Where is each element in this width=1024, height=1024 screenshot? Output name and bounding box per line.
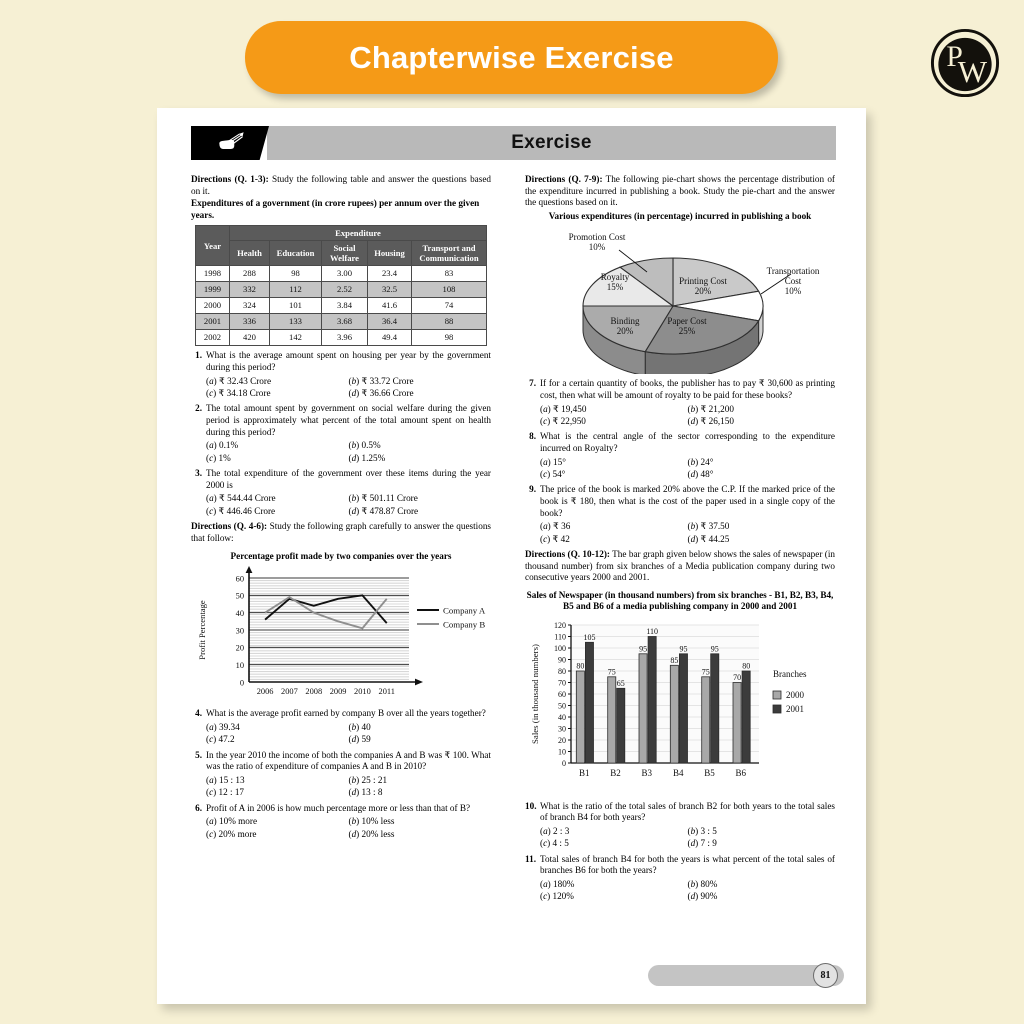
svg-text:Profit Percentage: Profit Percentage xyxy=(197,600,207,660)
question-number: 3. xyxy=(195,467,202,478)
table-row xyxy=(196,266,487,282)
banner-title: Chapterwise Exercise xyxy=(349,39,674,75)
question-option[interactable]: (d) ₹ 44.25 xyxy=(687,533,730,544)
svg-text:95: 95 xyxy=(710,643,719,653)
question-option[interactable]: (d) 13 : 8 xyxy=(348,787,383,798)
svg-text:2010: 2010 xyxy=(354,687,371,697)
table-caption: Expenditures of a government (in crore rupees) per annum over the given years. xyxy=(191,198,480,220)
svg-text:2009: 2009 xyxy=(329,687,347,697)
svg-text:20%: 20% xyxy=(616,326,634,337)
left-column xyxy=(191,174,505,966)
table-header-expenditure: Expenditure xyxy=(230,226,487,241)
table-header-education: Education xyxy=(270,241,322,266)
svg-text:75: 75 xyxy=(701,666,710,676)
directions-7-9-label: Directions (Q. 7-9): xyxy=(525,174,603,184)
svg-text:Royalty: Royalty xyxy=(600,272,630,283)
svg-text:30: 30 xyxy=(235,626,244,636)
question-option[interactable]: (a) 39.34 xyxy=(206,721,240,732)
question-body xyxy=(540,854,835,903)
svg-text:0: 0 xyxy=(239,678,244,688)
svg-text:2000: 2000 xyxy=(786,689,804,700)
table-cell: 101 xyxy=(270,298,322,314)
bar-chart xyxy=(525,615,835,797)
table-cell-year: 2001 xyxy=(196,314,230,330)
question-number: 8. xyxy=(529,431,536,442)
exercise-title-bar xyxy=(267,126,836,160)
question-stem: The total expenditure of the government over these items during the year 2000 is xyxy=(206,467,491,490)
question-option[interactable]: (b) 40 xyxy=(348,721,371,732)
svg-text:50: 50 xyxy=(235,591,244,601)
svg-text:Transportation: Transportation xyxy=(766,266,820,277)
table-cell: 2.52 xyxy=(322,282,368,298)
table-body xyxy=(196,266,487,346)
svg-text:70: 70 xyxy=(733,672,742,682)
svg-text:95: 95 xyxy=(639,643,648,653)
table-cell: 23.4 xyxy=(368,266,412,282)
exercise-page-sheet xyxy=(157,108,866,1004)
svg-text:30: 30 xyxy=(558,724,566,734)
expenditure-table xyxy=(195,225,487,346)
svg-text:65: 65 xyxy=(616,678,625,688)
chapterwise-exercise-banner xyxy=(245,21,778,94)
questions-1-3 xyxy=(191,350,491,517)
table-cell: 324 xyxy=(230,298,270,314)
question-option[interactable]: (d) 1.25% xyxy=(348,452,386,463)
question-option[interactable]: (b) 3 : 5 xyxy=(687,825,717,836)
question-option[interactable]: (c) 120% xyxy=(540,891,574,902)
svg-text:20: 20 xyxy=(235,643,244,653)
question-stem: The total amount spent by government on social welfare during the given period is approximately what percent of the total amount spent on health during this period? xyxy=(206,403,491,437)
question-options xyxy=(206,439,491,464)
svg-text:10: 10 xyxy=(558,747,566,757)
svg-text:25%: 25% xyxy=(678,326,696,337)
svg-text:B1: B1 xyxy=(578,767,590,778)
question-stem: What is the ratio of the total sales of branch B2 for both years to the total sales of branch B4 for both years? xyxy=(540,800,835,823)
question-body xyxy=(540,378,835,427)
svg-text:Paper Cost: Paper Cost xyxy=(667,316,707,327)
directions-1-3 xyxy=(191,174,491,197)
question-option[interactable]: (b) ₹ 21,200 xyxy=(687,403,734,414)
table-cell: 3.96 xyxy=(322,330,368,346)
question-options xyxy=(540,456,835,481)
table-header-year: Year xyxy=(196,226,230,266)
questions-4-6 xyxy=(191,708,491,840)
svg-text:Sales (in thousand numbers): Sales (in thousand numbers) xyxy=(530,643,540,744)
question-number: 11. xyxy=(525,853,536,864)
page-number: 81 xyxy=(813,963,838,988)
question-option[interactable]: (d) ₹ 26,150 xyxy=(687,415,734,426)
svg-text:120: 120 xyxy=(554,620,566,630)
question-option[interactable]: (a) 15° xyxy=(540,456,566,467)
question-options xyxy=(206,492,491,517)
svg-text:105: 105 xyxy=(583,632,596,642)
question-item xyxy=(191,403,491,464)
table-cell-year: 1998 xyxy=(196,266,230,282)
table-cell: 288 xyxy=(230,266,270,282)
question-number: 5. xyxy=(195,749,202,760)
question-options xyxy=(206,774,491,799)
svg-text:Binding: Binding xyxy=(610,316,640,327)
writing-hand-icon xyxy=(191,126,269,160)
question-body xyxy=(206,750,491,799)
question-option[interactable]: (a) ₹ 32.43 Crore xyxy=(206,375,272,386)
question-stem: The price of the book is marked 20% above the C.P. If the marked price of the book is ₹ 180, then what is the cost of the paper used in a single copy of the book? xyxy=(540,484,835,518)
directions-4-6-text: Study the following graph carefully to answer the questions that follow: xyxy=(191,520,491,543)
table-cell: 112 xyxy=(270,282,322,298)
question-option[interactable]: (d) 59 xyxy=(348,734,371,745)
svg-text:40: 40 xyxy=(558,712,566,722)
svg-text:P: P xyxy=(946,40,963,73)
svg-text:40: 40 xyxy=(235,609,244,619)
directions-4-6-label: Directions (Q. 4-6): xyxy=(191,520,268,531)
table-cell: 332 xyxy=(230,282,270,298)
question-option[interactable]: (a) 2 : 3 xyxy=(540,825,570,836)
question-option[interactable]: (d) 20% less xyxy=(348,828,395,839)
svg-text:B2: B2 xyxy=(610,767,621,778)
directions-4-6 xyxy=(191,521,491,544)
table-cell: 32.5 xyxy=(368,282,412,298)
question-option[interactable]: (b) ₹ 33.72 Crore xyxy=(348,375,414,386)
question-body xyxy=(206,403,491,464)
svg-text:90: 90 xyxy=(558,655,566,665)
table-cell: 3.00 xyxy=(322,266,368,282)
question-option[interactable]: (b) 0.5% xyxy=(348,440,381,451)
svg-text:Promotion Cost: Promotion Cost xyxy=(568,232,626,243)
question-option[interactable]: (a) 180% xyxy=(540,878,575,889)
question-option[interactable]: (c) 1% xyxy=(206,452,231,463)
svg-text:B5: B5 xyxy=(704,767,715,778)
question-options xyxy=(540,878,835,903)
question-option[interactable]: (c) ₹ 42 xyxy=(540,533,570,544)
question-body xyxy=(540,801,835,850)
svg-text:Company A: Company A xyxy=(443,605,486,616)
question-option[interactable]: (c) ₹ 34.18 Crore xyxy=(206,387,271,398)
directions-10-12-label: Directions (Q. 10-12): xyxy=(525,548,610,559)
table-cell: 98 xyxy=(412,330,487,346)
svg-text:15%: 15% xyxy=(606,282,624,293)
question-option[interactable]: (b) 24° xyxy=(687,456,714,467)
question-stem: Total sales of branch B4 for both the years is what percent of the total sales of branches B6 for both the years? xyxy=(540,853,835,876)
svg-text:0: 0 xyxy=(562,758,566,768)
svg-text:80: 80 xyxy=(558,666,566,676)
table-cell-year: 2000 xyxy=(196,298,230,314)
table-cell: 49.4 xyxy=(368,330,412,346)
question-number: 4. xyxy=(195,708,202,719)
question-item xyxy=(525,431,835,480)
question-stem: What is the average amount spent on housing per year by the government during this period? xyxy=(206,350,491,372)
directions-7-9 xyxy=(525,174,835,209)
table-cell: 142 xyxy=(270,330,322,346)
svg-text:95: 95 xyxy=(679,643,688,653)
table-group-header-row xyxy=(196,226,487,241)
exercise-header xyxy=(191,126,836,160)
svg-text:80: 80 xyxy=(742,661,751,671)
svg-text:110: 110 xyxy=(554,632,566,642)
question-option[interactable]: (c) 47.2 xyxy=(206,734,235,745)
svg-text:Cost: Cost xyxy=(784,276,802,287)
question-option[interactable]: (a) ₹ 19,450 xyxy=(540,403,587,414)
question-options xyxy=(206,721,491,746)
question-item xyxy=(525,484,835,545)
table-cell: 83 xyxy=(412,266,487,282)
question-option[interactable]: (a) 0.1% xyxy=(206,440,239,451)
table-cell: 88 xyxy=(412,314,487,330)
pie-chart-title: Various expenditures (in percentage) incurred in publishing a book xyxy=(548,210,812,221)
table-cell-year: 1999 xyxy=(196,282,230,298)
question-number: 10. xyxy=(525,800,537,811)
table-row xyxy=(196,314,487,330)
question-body xyxy=(540,484,835,545)
question-body xyxy=(206,350,491,399)
table-cell: 74 xyxy=(412,298,487,314)
pw-logo xyxy=(928,25,1002,101)
table-cell: 420 xyxy=(230,330,270,346)
question-body xyxy=(540,431,835,480)
table-header-housing: Housing xyxy=(368,241,412,266)
svg-text:2008: 2008 xyxy=(305,687,323,697)
table-cell: 3.68 xyxy=(322,314,368,330)
question-options xyxy=(540,825,835,850)
question-stem: In the year 2010 the income of both the companies A and B was ₹ 100. What was the ratio of expenditure of companies A and B in 2010? xyxy=(206,749,491,772)
table-cell: 3.84 xyxy=(322,298,368,314)
question-option[interactable]: (b) 25 : 21 xyxy=(348,774,388,785)
question-option[interactable]: (a) 15 : 13 xyxy=(206,774,245,785)
svg-text:60: 60 xyxy=(558,689,566,699)
table-row xyxy=(196,330,487,346)
question-body xyxy=(206,708,491,745)
question-options xyxy=(540,403,835,428)
questions-7-9 xyxy=(525,378,835,545)
table-header-row xyxy=(196,241,487,266)
question-body xyxy=(206,803,491,840)
question-item xyxy=(525,854,835,903)
question-item xyxy=(191,350,491,399)
question-stem: Profit of A in 2006 is how much percentage more or less than that of B? xyxy=(206,802,471,813)
question-number: 7. xyxy=(529,378,536,389)
line-chart-title: Percentage profit made by two companies over the years xyxy=(230,551,452,562)
question-option[interactable]: (d) ₹ 478.87 Crore xyxy=(348,505,419,516)
svg-text:Branches: Branches xyxy=(773,668,807,679)
question-option[interactable]: (c) 20% more xyxy=(206,828,257,839)
directions-1-3-text: Study the following table and answer the questions based on it. xyxy=(191,174,491,196)
question-options xyxy=(206,375,491,400)
table-cell: 336 xyxy=(230,314,270,330)
table-cell: 98 xyxy=(270,266,322,282)
table-cell: 36.4 xyxy=(368,314,412,330)
svg-text:Company B: Company B xyxy=(443,619,486,630)
svg-text:20%: 20% xyxy=(694,286,712,297)
question-number: 1. xyxy=(195,350,202,361)
question-stem: What is the average profit earned by company B over all the years together? xyxy=(206,708,486,719)
table-cell-year: 2002 xyxy=(196,330,230,346)
question-options xyxy=(540,520,835,545)
svg-text:110: 110 xyxy=(646,626,659,636)
svg-text:2001: 2001 xyxy=(786,703,804,714)
question-option[interactable]: (b) ₹ 501.11 Crore xyxy=(348,493,418,504)
svg-text:2007: 2007 xyxy=(281,687,298,697)
question-item xyxy=(525,378,835,427)
table-cell: 133 xyxy=(270,314,322,330)
question-option[interactable]: (d) 7 : 9 xyxy=(687,838,717,849)
svg-text:80: 80 xyxy=(576,661,585,671)
table-cell: 41.6 xyxy=(368,298,412,314)
directions-1-3-label: Directions (Q. 1-3): xyxy=(191,174,269,184)
question-number: 9. xyxy=(529,484,536,495)
question-body xyxy=(206,468,491,517)
question-item xyxy=(525,801,835,850)
question-option[interactable]: (d) 90% xyxy=(687,891,718,902)
svg-text:B6: B6 xyxy=(735,767,747,778)
question-option[interactable]: (a) ₹ 36 xyxy=(540,521,571,532)
question-option[interactable]: (b) 80% xyxy=(687,878,718,889)
table-cell: 108 xyxy=(412,282,487,298)
question-number: 6. xyxy=(195,802,202,813)
directions-10-12 xyxy=(525,549,835,584)
question-option[interactable]: (d) 48° xyxy=(687,468,714,479)
exercise-title: Exercise xyxy=(511,132,592,153)
question-stem: If for a certain quantity of books, the publisher has to pay ₹ 30,600 as printing cost, then what will be amount of royalty to be paid for these books? xyxy=(540,378,835,400)
table-header-health: Health xyxy=(230,241,270,266)
svg-text:2006: 2006 xyxy=(256,687,274,697)
svg-text:100: 100 xyxy=(554,643,566,653)
svg-text:75: 75 xyxy=(607,666,616,676)
question-stem: What is the central angle of the sector corresponding to the expenditure incurred on Royalty? xyxy=(540,431,835,453)
svg-text:85: 85 xyxy=(670,655,679,665)
question-option[interactable]: (a) 10% more xyxy=(206,816,258,827)
question-option[interactable]: (b) ₹ 37.50 xyxy=(687,521,730,532)
page-footer xyxy=(157,962,866,988)
table-header-transport-communication: Transport and Communication xyxy=(412,241,487,266)
svg-text:20: 20 xyxy=(558,735,566,745)
question-item xyxy=(191,803,491,840)
question-option[interactable]: (c) 4 : 5 xyxy=(540,838,569,849)
question-item xyxy=(191,708,491,745)
svg-text:10: 10 xyxy=(235,661,244,671)
table-row xyxy=(196,282,487,298)
questions-10-12 xyxy=(525,801,835,903)
directions-7-9-text: The following pie-chart shows the percentage distribution of the expenditure incurred in publishing a book. Study the pie-chart and the answer the questions based on it. xyxy=(525,174,835,208)
svg-text:60: 60 xyxy=(235,574,244,584)
svg-text:Printing Cost: Printing Cost xyxy=(679,276,727,287)
question-option[interactable]: (c) 12 : 17 xyxy=(206,787,245,798)
svg-text:70: 70 xyxy=(558,678,566,688)
svg-text:10%: 10% xyxy=(784,286,802,297)
table-row xyxy=(196,298,487,314)
line-chart xyxy=(191,564,491,704)
question-option[interactable]: (d) ₹ 36.66 Crore xyxy=(348,387,414,398)
right-column xyxy=(519,174,835,966)
svg-text:B4: B4 xyxy=(672,767,684,778)
svg-text:2011: 2011 xyxy=(378,687,395,697)
question-item xyxy=(191,750,491,799)
pie-chart xyxy=(525,224,835,374)
question-options xyxy=(206,815,491,840)
question-option[interactable]: (c) ₹ 22,950 xyxy=(540,415,586,426)
table-header-social-welfare: Social Welfare xyxy=(322,241,368,266)
svg-text:B3: B3 xyxy=(641,767,653,778)
question-item xyxy=(191,468,491,517)
question-option[interactable]: (a) ₹ 544.44 Crore xyxy=(206,493,276,504)
question-number: 2. xyxy=(195,403,202,414)
question-option[interactable]: (c) 54° xyxy=(540,468,566,479)
svg-text:50: 50 xyxy=(558,701,566,711)
question-option[interactable]: (b) 10% less xyxy=(348,816,395,827)
svg-text:W: W xyxy=(957,54,988,90)
directions-10-12-text: The bar graph given below shows the sales of newspaper (in thousand number) from six branches of a Media publication company during two consecutive years 2000 and 2001. xyxy=(525,548,835,583)
svg-text:10%: 10% xyxy=(588,242,606,253)
question-option[interactable]: (c) ₹ 446.46 Crore xyxy=(206,505,276,516)
bar-chart-title: Sales of Newspaper (in thousand numbers) from six branches - B1, B2, B3, B4, B5 and B6 of a media publishing company in 2000 and 2001 xyxy=(526,589,834,612)
